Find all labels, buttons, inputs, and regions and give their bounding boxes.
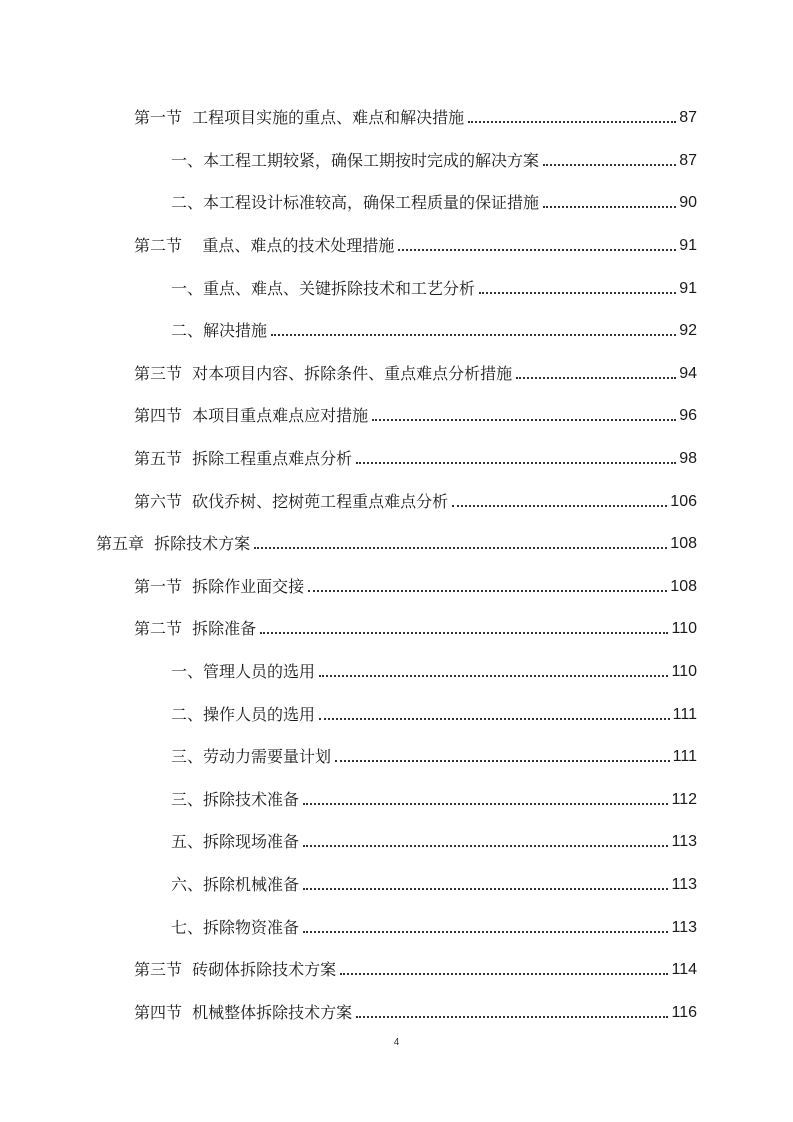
dot-leader xyxy=(303,803,668,805)
toc-entry[interactable] xyxy=(0,182,793,225)
toc-entry[interactable] xyxy=(0,395,793,438)
toc-entry-line xyxy=(171,832,697,852)
toc-entry-page-number: 108 xyxy=(670,577,697,595)
toc-entry-line xyxy=(171,790,697,810)
toc-entry-page-number: 111 xyxy=(672,748,697,766)
toc-entry[interactable] xyxy=(0,267,793,310)
toc-entry[interactable] xyxy=(0,97,793,140)
toc-entry-line xyxy=(134,236,697,256)
toc-entry-page-number: 91 xyxy=(679,237,697,255)
toc-entry-title: 第三节 砖砌体拆除技术方案 xyxy=(134,960,337,980)
toc-entry-page-number: 87 xyxy=(679,151,697,169)
toc-entry-line xyxy=(171,193,697,213)
toc-entry-line xyxy=(171,321,697,341)
toc-entry-line xyxy=(134,406,697,426)
dot-leader xyxy=(319,718,670,720)
toc-entry[interactable] xyxy=(0,225,793,268)
dot-leader xyxy=(254,547,667,549)
toc-entry-title: 第五节 拆除工程重点难点分析 xyxy=(134,449,353,469)
dot-leader xyxy=(303,888,668,890)
toc-entry-page-number: 113 xyxy=(671,875,697,893)
toc-entry-title: 三、拆除技术准备 xyxy=(171,789,300,809)
dot-leader xyxy=(543,164,676,166)
toc-entry-title: 一、管理人员的选用 xyxy=(171,662,316,682)
toc-entry[interactable] xyxy=(0,736,793,779)
toc-entry-title: 第五章 拆除技术方案 xyxy=(96,534,251,554)
toc-entry-page-number: 116 xyxy=(671,1003,697,1021)
toc-entry-title: 一、本工程工期较紧，确保工期按时完成的解决方案 xyxy=(171,150,540,170)
toc-entry[interactable] xyxy=(0,906,793,949)
dot-leader xyxy=(479,292,676,294)
dot-leader xyxy=(303,845,668,847)
dot-leader xyxy=(356,462,676,464)
toc-entry-line xyxy=(134,577,697,597)
dot-leader xyxy=(303,931,668,933)
dot-leader xyxy=(452,505,667,507)
toc-entry[interactable] xyxy=(0,693,793,736)
toc-entry-title: 七、拆除物资准备 xyxy=(171,917,300,937)
toc-entry-page-number: 92 xyxy=(679,322,697,340)
toc-entry-page-number: 91 xyxy=(679,279,697,297)
toc-entry-title: 第一节 拆除作业面交接 xyxy=(134,576,305,596)
toc-entry-page-number: 87 xyxy=(679,109,697,127)
toc-entry-title: 第一节 工程项目实施的重点、难点和解决措施 xyxy=(134,108,465,128)
dot-leader xyxy=(516,377,676,379)
toc-entry[interactable] xyxy=(0,864,793,907)
toc-entry-line xyxy=(134,108,697,128)
dot-leader xyxy=(319,675,668,677)
toc-entry-page-number: 110 xyxy=(671,663,697,681)
toc-entry-title: 一、重点、难点、关键拆除技术和工艺分析 xyxy=(171,278,476,298)
toc-entry-page-number: 113 xyxy=(671,918,697,936)
toc-entry-page-number: 90 xyxy=(679,194,697,212)
dot-leader xyxy=(308,590,667,592)
dot-leader xyxy=(356,1016,668,1018)
toc-entry[interactable] xyxy=(0,566,793,609)
toc-entry[interactable] xyxy=(0,140,793,183)
toc-entry[interactable] xyxy=(0,949,793,992)
toc-entry-line xyxy=(134,960,697,980)
toc-entry-line xyxy=(134,1003,697,1023)
dot-leader xyxy=(260,632,668,634)
toc-entry-title: 第六节 砍伐乔树、挖树蔸工程重点难点分析 xyxy=(134,491,449,511)
toc-entry-page-number: 108 xyxy=(670,535,697,553)
page-number: 4 xyxy=(393,1037,400,1048)
toc-entry-page-number: 110 xyxy=(671,620,697,638)
toc-entry-page-number: 98 xyxy=(679,450,697,468)
toc-entry-title: 第三节 对本项目内容、拆除条件、重点难点分析措施 xyxy=(134,363,513,383)
toc-entry[interactable] xyxy=(0,523,793,566)
toc-entry-page-number: 94 xyxy=(679,364,697,382)
toc-entry-page-number: 96 xyxy=(679,407,697,425)
toc-entry-page-number: 106 xyxy=(670,492,697,510)
toc-entry-line xyxy=(171,875,697,895)
toc-entry[interactable] xyxy=(0,353,793,396)
toc-entry-page-number: 113 xyxy=(671,833,697,851)
toc-entry-title: 六、拆除机械准备 xyxy=(171,874,300,894)
toc-entry-title: 二、本工程设计标准较高，确保工程质量的保证措施 xyxy=(171,193,540,213)
toc-entry-line xyxy=(171,918,697,938)
toc-entry[interactable] xyxy=(0,310,793,353)
toc-entry-title: 第四节 本项目重点难点应对措施 xyxy=(134,406,369,426)
toc-entry-title: 第二节 拆除准备 xyxy=(134,619,257,639)
toc-entry-title: 第四节 机械整体拆除技术方案 xyxy=(134,1002,353,1022)
toc-entry-line xyxy=(171,747,697,767)
dot-leader xyxy=(398,249,676,251)
toc-entry-title: 三、劳动力需要量计划 xyxy=(171,747,332,767)
toc-entry-line xyxy=(134,619,697,639)
table-of-contents xyxy=(0,97,793,1034)
toc-entry-line xyxy=(96,534,697,554)
dot-leader xyxy=(468,121,676,123)
toc-entry-title: 五、拆除现场准备 xyxy=(171,832,300,852)
toc-entry-title: 第二节 重点、难点的技术处理措施 xyxy=(134,236,395,256)
toc-entry-title: 二、操作人员的选用 xyxy=(171,704,316,724)
dot-leader xyxy=(271,334,676,336)
toc-entry[interactable] xyxy=(0,821,793,864)
toc-entry[interactable] xyxy=(0,480,793,523)
dot-leader xyxy=(372,419,676,421)
toc-entry[interactable] xyxy=(0,438,793,481)
dot-leader xyxy=(335,760,670,762)
toc-entry[interactable] xyxy=(0,991,793,1034)
toc-entry-line xyxy=(171,279,697,299)
toc-entry[interactable] xyxy=(0,608,793,651)
toc-entry-line xyxy=(134,492,697,512)
toc-entry-line xyxy=(171,662,697,682)
toc-entry-line xyxy=(171,151,697,171)
toc-entry-page-number: 114 xyxy=(671,961,697,979)
dot-leader xyxy=(340,973,668,975)
toc-entry[interactable] xyxy=(0,779,793,822)
toc-entry-page-number: 112 xyxy=(671,790,697,808)
toc-entry-page-number: 111 xyxy=(672,705,697,723)
toc-entry-line xyxy=(171,705,697,725)
toc-entry-line xyxy=(134,449,697,469)
toc-entry-line xyxy=(134,364,697,384)
toc-entry[interactable] xyxy=(0,651,793,694)
toc-entry-title: 二、解决措施 xyxy=(171,321,268,341)
dot-leader xyxy=(543,206,676,208)
